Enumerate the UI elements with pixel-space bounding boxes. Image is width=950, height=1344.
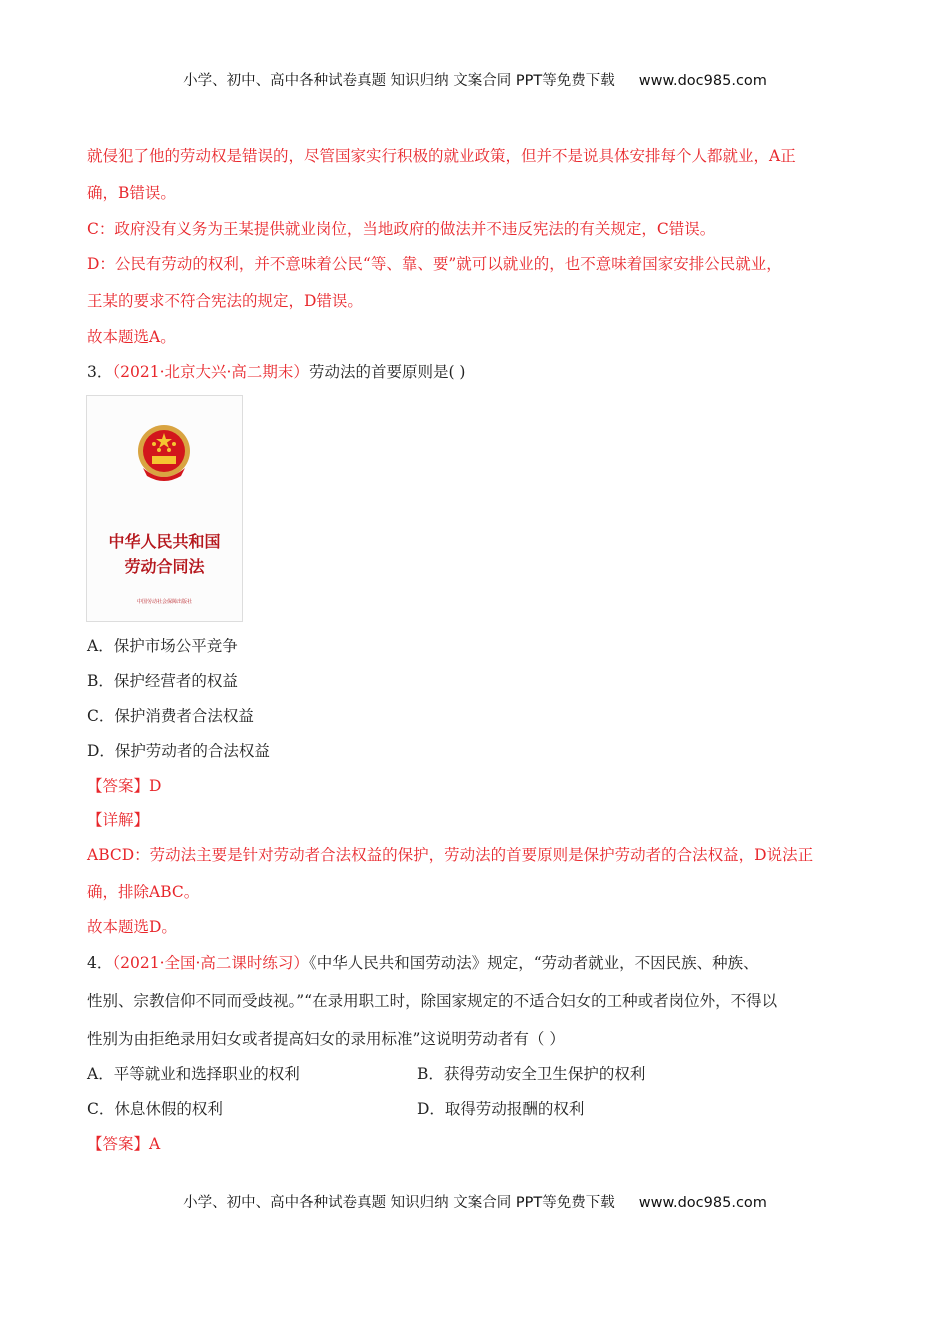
page-footer [0,1191,950,1212]
explanation-line: 王某的要求不符合宪法的规定，D错误。 [87,292,363,310]
question-3-stem [87,362,465,382]
question-text: 性别为由拒绝录用妇女或者提高妇女的录用标准”这说明劳动者有（ ） [87,1030,565,1048]
answer [87,776,161,796]
option-b: B．获得劳动安全卫生保护的权利 [417,1065,646,1083]
cover-title-line2: 劳动合同法 [124,557,205,576]
answer-value: A [149,1135,161,1153]
answer [87,1134,160,1154]
footer-text: 小学、初中、高中各种试卷真题 知识归纳 文案合同 PPT等免费下载 [183,1195,615,1211]
answer-label: 【答案】 [87,1135,150,1153]
option-c: C．休息休假的权利 [87,1100,223,1118]
answer-value: D [149,777,162,795]
labor-contract-law-book-cover [86,395,243,622]
conclusion: 故本题选A。 [87,328,176,346]
explanation-line: 确，B错误。 [87,184,176,202]
question-text: 性别、宗教信仰不同而受歧视。”“在录用职工时，除国家规定的不适合妇女的工种或者岗位外，不得以 [87,992,778,1010]
conclusion: 故本题选D。 [87,918,177,936]
question-4-stem [87,953,759,973]
detail-line: ABCD：劳动法主要是针对劳动者合法权益的保护，劳动法的首要原则是保护劳动者的合法权益，D说法正 [87,846,814,864]
cover-title-line1: 中华人民共和国 [108,532,221,551]
detail-label: 【详解】 [87,811,150,829]
page-header [0,69,950,90]
explanation-line: 就侵犯了他的劳动权是错误的，尽管国家实行积极的就业政策，但并不是说具体安排每个人都就业，A正 [87,147,796,165]
explanation-line: C：政府没有义务为王某提供就业岗位，当地政府的做法并不违反宪法的有关规定，C错误。 [87,220,716,238]
option-a: A．保护市场公平竞争 [87,637,238,655]
header-text: 小学、初中、高中各种试卷真题 知识归纳 文案合同 PPT等免费下载 [183,73,615,89]
question-source: （2021·北京大兴·高二期末） [112,363,309,381]
answer-label: 【答案】 [87,777,150,795]
option-d: D．取得劳动报酬的权利 [417,1100,585,1118]
question-number: 3． [87,363,113,381]
detail-line: 确，排除ABC。 [87,883,200,901]
option-b: B．保护经营者的权益 [87,672,238,690]
national-emblem-icon [137,424,191,486]
question-number: 4． [87,954,113,972]
explanation-line: D：公民有劳动的权利，并不意味着公民“等、靠、要”就可以就业的，也不意味着国家安排公民就业， [87,255,782,273]
question-text: 《中华人民共和国劳动法》规定，“劳动者就业，不因民族、种族、 [308,954,759,972]
option-d: D．保护劳动者的合法权益 [87,742,270,760]
option-c: C．保护消费者合法权益 [87,707,254,725]
footer-url[interactable]: www.doc985.com [638,1195,767,1211]
option-a: A．平等就业和选择职业的权利 [87,1065,300,1083]
question-text: 劳动法的首要原则是( ) [308,363,466,381]
header-url[interactable]: www.doc985.com [638,73,767,89]
question-source: （2021·全国·高二课时练习） [112,954,309,972]
cover-publisher: 中国劳动社会保障出版社 [136,599,192,605]
